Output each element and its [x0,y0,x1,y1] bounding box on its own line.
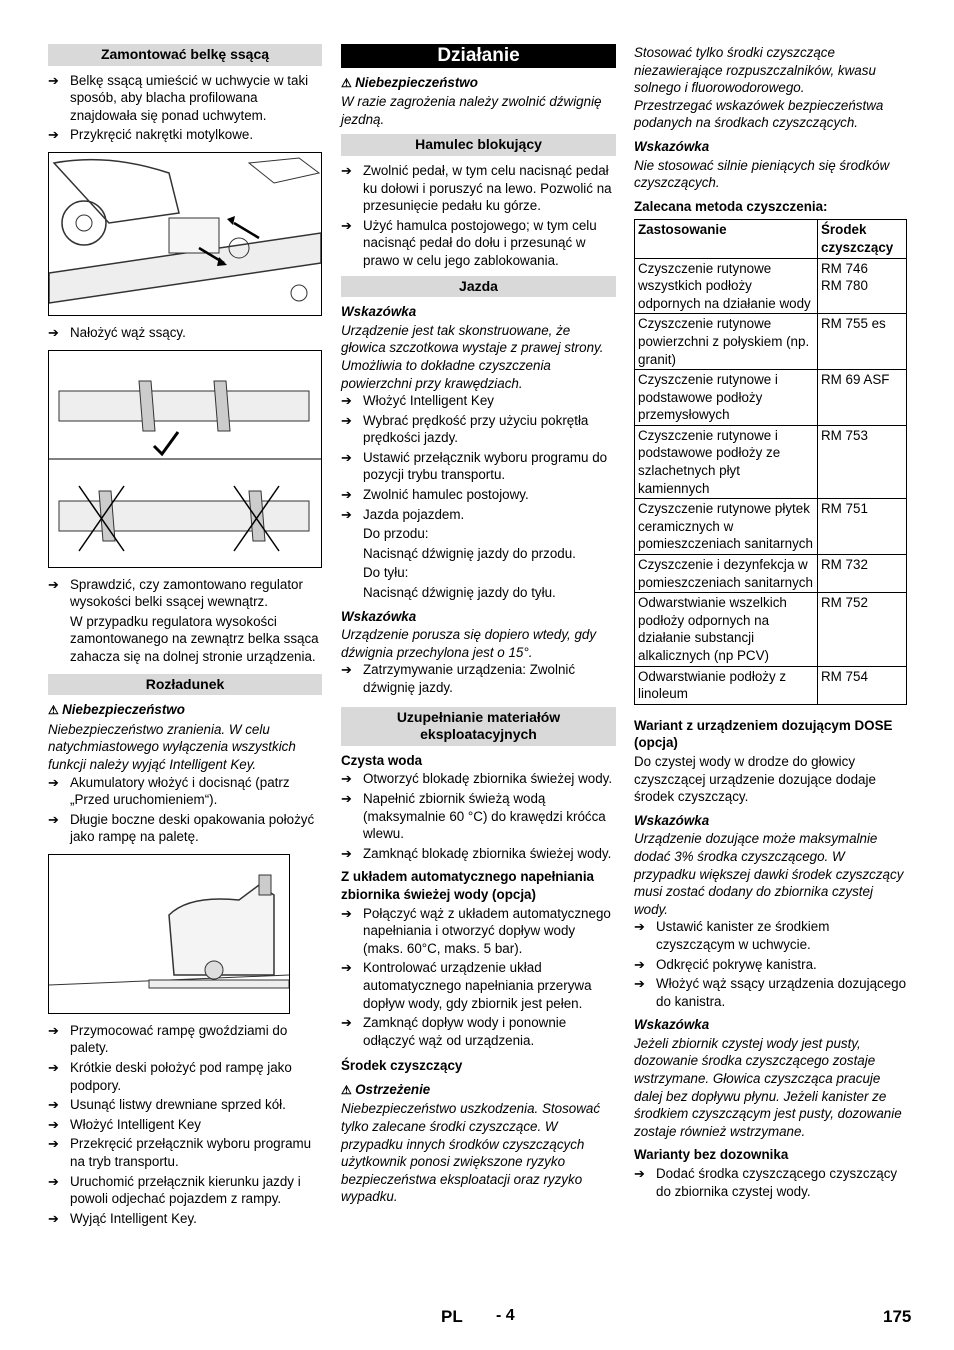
step: ➔ Uruchomić przełącznik kierunku jazdy i powoli odjechać pojazdem z rampy. [48,1173,322,1208]
step: ➔ Włożyć Intelligent Key [48,1116,322,1134]
forward-text: Nacisnąć dźwignię jazdy do przodu. [363,545,576,561]
step: ➔ Zwolnić pedał, w tym celu nacisnąć pedał ku dołowi i poruszyć na lewo. Pozwolić na przesunięcie pedału ku górze. [341,162,616,215]
step: ➔ Użyć hamulca postojowego; w tym celu nacisnąć pedał do dołu i przesunąć w prawo w celu jego zablokowania. [341,217,616,270]
step: ➔ Dodać środka czyszczącego czyszczący do zbiornika czystej wody. [634,1165,907,1200]
table-row [635,370,907,426]
subheading-dose: Wariant z urządzeniem dozującym DOSE (opcja) [634,717,893,751]
table-row [635,593,907,666]
table-cell-application: Czyszczenie rutynowe i podstawowe podłoży przemysłowych [635,370,818,426]
paragraph: Przestrzegać wskazówek bezpieczeństwa podanych na środkach czyszczących. [634,97,884,131]
table-cell-application: Czyszczenie rutynowe i podstawowe podłoży ze szlachetnych płyt kamiennych [635,425,818,498]
step: ➔ Ustawić kanister ze środkiem czyszczącym w uchwycie. [634,918,907,953]
recommendation-title: Zalecana metoda czyszczenia: [634,198,828,214]
table-row [635,555,907,593]
warning-label: ⚠ Ostrzeżenie [341,1081,616,1100]
step: ➔ Zatrzymywanie urządzenia: Zwolnić dźwignię jazdy. [341,661,616,696]
note-label: Wskazówka [634,138,710,154]
step: ➔ Belkę ssącą umieścić w uchwycie w taki sposób, aby blacha profilowana znajdowała się ponad uchwytem. [48,72,322,125]
step: ➔ Przymocować rampę gwoździami do palety. [48,1022,322,1057]
danger-label: ⚠ Niebezpieczeństwo [341,74,616,93]
step-note: W przypadku regulatora wysokości zamontowanego na zewnątrz belka ssąca zahacza się na dolnej stronie urządzenia. [70,613,319,664]
warning-text: Niebezpieczeństwo uszkodzenia. Stosować tylko zalecane środki czyszczące. W przypadku innych środków czyszczących użytkownik ponosi zwiększone ryzyko bezpieczeństwa eksploatacji oraz ryzyko wypadku. [341,1101,601,1205]
step: ➔ Włożyć Intelligent Key [341,392,616,410]
note-label: Wskazówka [634,1017,710,1033]
step: ➔ Akumulatory włożyć i docisnąć (patrz „Przed uruchomieniem“). [48,774,322,809]
table-row [635,499,907,555]
table-cell-application: Czyszczenie rutynowe wszystkich podłoży odpornych na działanie wody [635,258,818,314]
step: ➔ Włożyć wąż ssący urządzenia dozującego do kanistra. [634,975,907,1010]
table-cell-application: Odwarstwianie wszelkich podłoży odpornych na działanie substancji alkalicznych (np PCV) [635,593,818,666]
table-row [635,314,907,370]
table-cell-agent: RM 754 [818,666,907,704]
step: ➔ Jazda pojazdem. [341,506,616,524]
section-heading-drive: Jazda [341,276,616,298]
table-cell-agent: RM 751 [818,499,907,555]
note-label: Wskazówka [634,812,710,828]
step: ➔ Ustawić przełącznik wyboru programu do pozycji trybu transportu. [341,449,616,484]
note-text: Jeżeli zbiornik czystej wody jest pusty, dozowanie środka czyszczącego zostaje wstrzymane. Głowica czyszcząca pracuje dalej bez dopływu płynu. Jeżeli kanister ze środkiem czyszczącym jest pusty, dozowanie zostaje również wstrzymane. [634,1035,902,1139]
section-heading-consumables: Uzupełnianie materiałów eksploatacyjnych [341,707,616,746]
forward-label: Do przodu: [363,526,429,542]
step: ➔ Kontrolować urządzenie układ automatycznego napełniania przerywa dopływ wody, gdy zbiornik jest pełen. [341,959,616,1012]
note-text: Urządzenie porusza się dopiero wtedy, gdy dźwignia przechylona jest o 15°. [341,627,597,660]
table-cell-agent: RM 746 RM 780 [818,258,907,314]
table-header-row [635,220,907,258]
section-heading-brake: Hamulec blokujący [341,134,616,156]
step: ➔ Nałożyć wąż ssący. [48,324,322,342]
table-cell-application: Czyszczenie rutynowe płytek ceramicznych w pomieszczeniach sanitarnych [635,499,818,555]
column-left [48,44,322,1229]
note-label: Wskazówka [341,608,417,624]
table-body [635,258,907,704]
table-row [635,258,907,314]
table-cell-application: Odwarstwianie podłoży z linoleum [635,666,818,704]
table-row [635,666,907,704]
step: ➔ Wybrać prędkość przy użyciu pokrętła prędkości jazdy. [341,412,616,447]
step: ➔ Zwolnić hamulec postojowy. [341,486,616,504]
step: ➔ Usunąć listwy drewniane sprzed kół. [48,1096,322,1114]
footer-local-page: - 4 [496,1307,515,1324]
backward-text: Nacisnąć dźwignię jazdy do tyłu. [363,585,556,601]
step: ➔ Długie boczne deski opakowania położyć jako rampę na paletę. [48,811,322,846]
figure-height-regulator [48,350,322,568]
step: ➔ Przekręcić przełącznik wyboru programu na tryb transportu. [48,1135,322,1170]
cleaning-agents-table [634,219,907,704]
subheading-detergent: Środek czyszczący [341,1058,463,1074]
figure-suction-bar-mount [48,152,322,316]
table-cell-agent: RM 732 [818,555,907,593]
footer-page-number: 175 [883,1307,912,1326]
note-text: Nie stosować silnie pieniących się środków czyszczących. [634,157,890,191]
paragraph: Do czystej wody w drodze do głowicy czyszczącej urządzenie dozujące dodaje środek czyszczący. [634,753,876,805]
note-text: Urządzenie dozujące może maksymalnie dodać 3% środka czyszczącego. W przypadku większej dawki środek czyszczący musi zostać dodany do zbiornika czystej wody. [634,831,904,917]
figure-ramp-unloading [48,854,290,1014]
step: ➔ Zamknąć blokadę zbiornika świeżej wody. [341,845,616,863]
step: ➔ Połączyć wąż z układem automatycznego napełniania i otworzyć dopływ wody (maks. 60°C, maks. 5 bar). [341,905,616,958]
note-text: Urządzenie jest tak skonstruowane, że głowica szczotkowa wystaje z prawej strony. Umożliwia to dokładne czyszczenia powierzchni przy krawędziach. [341,322,604,391]
step: ➔ Przykręcić nakrętki motylkowe. [48,126,322,144]
table-cell-agent: RM 753 [818,425,907,498]
danger-text: W razie zagrożenia należy zwolnić dźwignię jezdną. [341,94,602,127]
column-right [634,44,907,1202]
paragraph: Stosować tylko środki czyszczące niezawierające rozpuszczalników, kwasu solnego i fluorowodorowego. [634,45,876,96]
subheading-clean-water: Czysta woda [341,752,423,768]
table-cell-agent: RM 69 ASF [818,370,907,426]
table-row [635,425,907,498]
table-cell-agent: RM 752 [818,593,907,666]
step: ➔ Wyjąć Intelligent Key. [48,1210,322,1228]
backward-label: Do tyłu: [363,565,409,581]
subheading-auto-fill: Z układem automatycznego napełniania zbiornika świeżej wody (opcja) [341,869,594,902]
column-middle [341,44,616,1206]
step: ➔ Sprawdzić, czy zamontowano regulator wysokości belki ssącej wewnątrz. [48,576,322,611]
section-heading-unloading: Rozładunek [48,674,322,696]
step: ➔ Krótkie deski położyć pod rampę jako podpory. [48,1059,322,1094]
footer-language: PL [441,1307,463,1326]
danger-label: ⚠ Niebezpieczeństwo [48,701,322,720]
table-header-cell: Zastosowanie [635,220,818,258]
danger-text: Niebezpieczeństwo zranienia. W celu natychmiastowego wyłączenia wszystkich funkcji należy wyjąć Intelligent Key. [48,721,296,772]
note-label: Wskazówka [341,304,417,320]
table-header-cell: Środek czyszczący [818,220,907,258]
step: ➔ Otworzyć blokadę zbiornika świeżej wody. [341,770,616,788]
step: ➔ Odkręcić pokrywę kanistra. [634,956,907,974]
step: ➔ Zamknąć dopływ wody i ponownie odłączyć wąż od urządzenia. [341,1014,616,1049]
page-title: Działanie [341,44,616,68]
table-cell-application: Czyszczenie rutynowe powierzchni z połyskiem (np. granit) [635,314,818,370]
section-heading-mount: Zamontować belkę ssącą [48,44,322,66]
table-cell-application: Czyszczenie i dezynfekcja w pomieszczeniach sanitarnych [635,555,818,593]
step: ➔ Napełnić zbiornik świeżą wodą (maksymalnie 60 °C) do krawędzi króćca wlewu. [341,790,616,843]
table-cell-agent: RM 755 es [818,314,907,370]
subheading-no-dose: Warianty bez dozownika [634,1147,789,1163]
